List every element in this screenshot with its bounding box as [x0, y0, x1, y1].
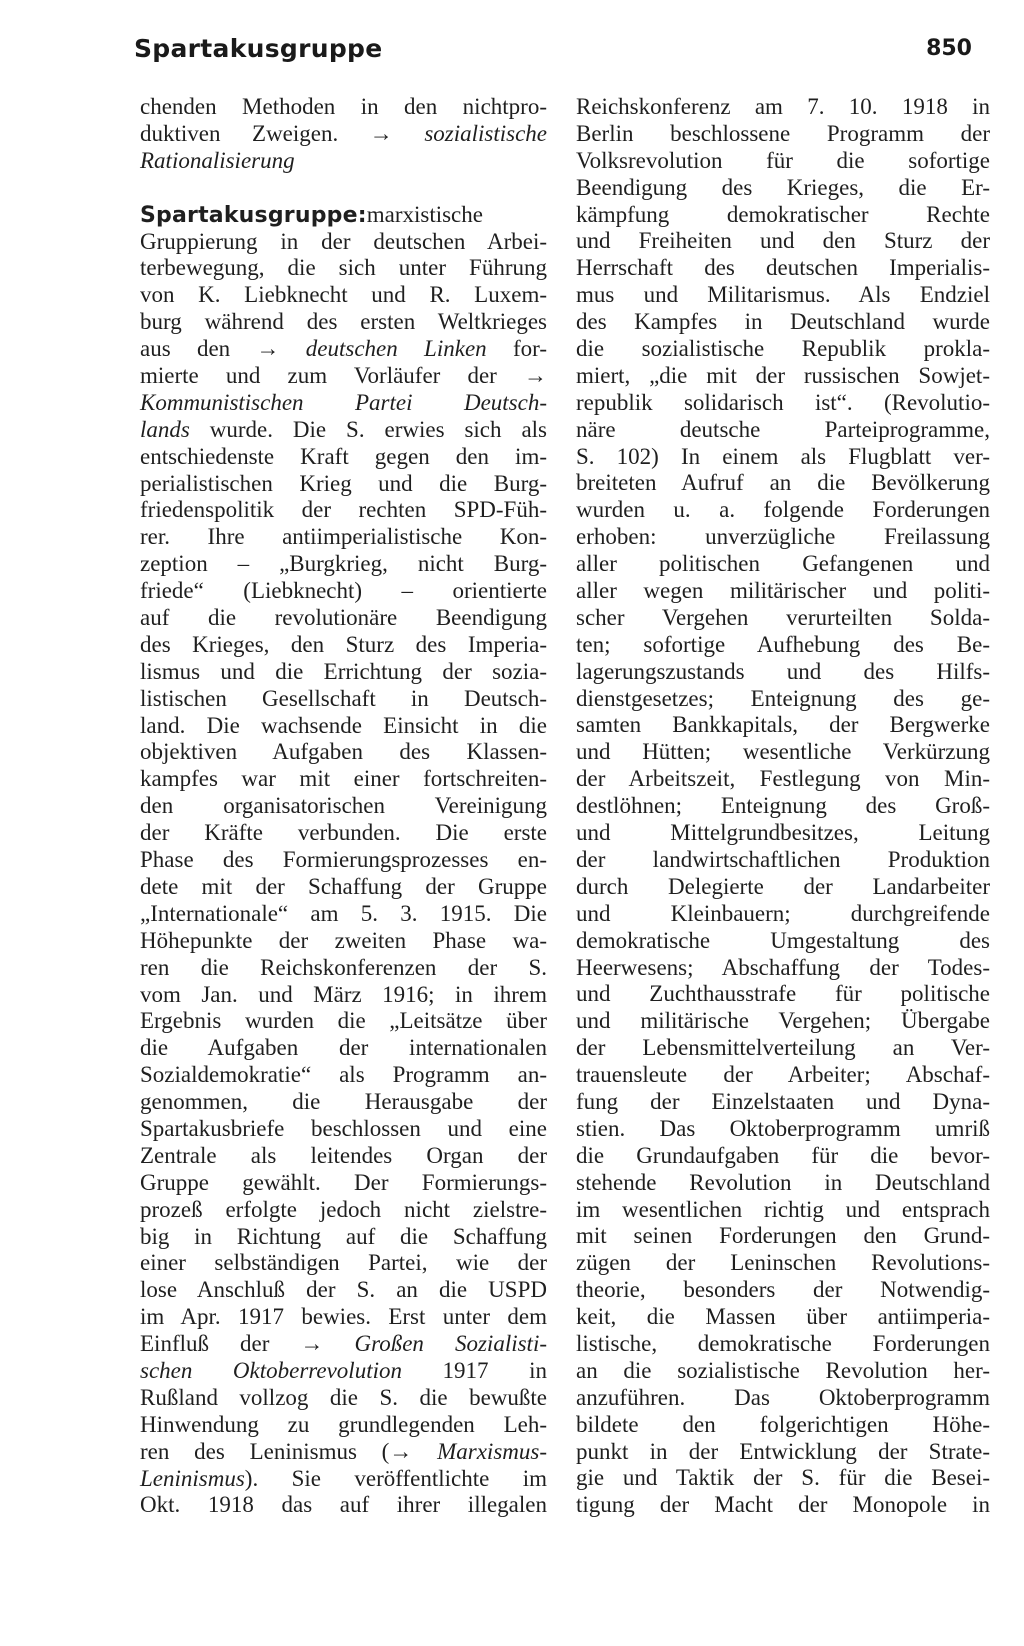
text-segment: friede“ (Liebknecht) – orientierte: [140, 578, 547, 604]
text-segment: zeption – „Burgkrieg, nicht Burg-: [140, 551, 547, 577]
text-segment: von K. Liebknecht und R. Luxem-: [140, 282, 547, 308]
text-segment: listischen Gesellschaft in Deutsch-: [140, 685, 547, 711]
text-line: [140, 1062, 547, 1089]
text-segment: Okt. 1918 das auf ihrer illegalen: [140, 1492, 547, 1518]
text-line: [140, 820, 547, 847]
text-segment: im wesentlichen richtig und entsprach: [576, 1196, 990, 1222]
text-segment: des Krieges, den Sturz des Imperia-: [140, 631, 547, 657]
headword-line: [140, 202, 547, 229]
text-segment: mus und Militarismus. Als Endziel: [576, 282, 990, 308]
text-segment: rer. Ihre antiimperialistische Kon-: [140, 524, 547, 550]
text-line: [140, 1170, 547, 1197]
text-segment: auf die revolutionäre Beendigung: [140, 605, 547, 631]
text-line: [140, 632, 547, 659]
cross-reference: Rationalisierung: [140, 147, 295, 173]
text-line: [576, 659, 990, 686]
text-line: [576, 712, 990, 739]
text-line: [140, 713, 547, 740]
text-segment: lose Anschluß der S. an die USPD: [140, 1277, 547, 1303]
text-line: [576, 739, 990, 766]
text-segment: stien. Das Oktoberprogramm umriß: [576, 1115, 990, 1141]
text-line: [576, 1277, 990, 1304]
cross-reference: → Marxismus-: [389, 1438, 547, 1464]
text-line: [140, 1008, 547, 1035]
text-segment: und Hütten; wesentliche Verkürzung: [576, 739, 990, 765]
text-segment: trauensleute der Arbeiter; Abschaf-: [576, 1062, 990, 1088]
running-title: Spartakusgruppe: [134, 34, 383, 63]
text-segment: „Internationale“ am 5. 3. 1915. Die: [140, 900, 547, 926]
text-line: [576, 1008, 990, 1035]
text-line: [576, 1170, 990, 1197]
text-segment: miert, „die mit der russischen Sowjet-: [576, 362, 990, 388]
text-line: [576, 1358, 990, 1385]
running-header: [134, 34, 972, 74]
text-segment: aller politischen Gefangenen und: [576, 551, 990, 577]
text-line: [140, 1492, 547, 1519]
text-line: [140, 982, 547, 1009]
text-line: [576, 1492, 990, 1519]
text-segment: republik solidarisch ist“. (Revolutio-: [576, 389, 990, 415]
text-segment: burg während des ersten Weltkrieges: [140, 309, 547, 335]
cross-reference: lands: [140, 416, 190, 442]
text-segment: Beendigung des Krieges, die Er-: [576, 174, 990, 200]
text-line: [576, 1089, 990, 1116]
text-line: [140, 1143, 547, 1170]
text-segment: Gruppierung in der deutschen Arbei-: [140, 228, 547, 254]
text-segment: der Lebensmittelverteilung an Ver-: [576, 1035, 990, 1061]
text-line: [140, 551, 547, 578]
text-line: [140, 1466, 547, 1493]
text-line: [576, 94, 990, 121]
text-segment: destlöhnen; Enteignung des Groß-: [576, 793, 990, 819]
text-segment: samten Bankkapitals, der Bergwerke: [576, 712, 990, 738]
text-line: [576, 1304, 990, 1331]
text-segment: demokratische Umgestaltung des: [576, 927, 990, 953]
text-segment: dete mit der Schaffung der Gruppe: [140, 873, 547, 899]
text-line: [576, 1116, 990, 1143]
text-segment: Reichskonferenz am 7. 10. 1918 in: [576, 94, 990, 119]
text-segment: der Kräfte verbunden. Die erste: [140, 820, 547, 846]
text-segment: Phase des Formierungsprozesses en-: [140, 847, 547, 873]
text-segment: kampfes war mit einer fortschreiten-: [140, 766, 547, 792]
text-segment: Hinwendung zu grundlegenden Leh-: [140, 1411, 547, 1437]
text-line: [140, 659, 547, 686]
text-segment: Ergebnis wurden die „Leitsätze über: [140, 1008, 547, 1034]
text-line: [140, 336, 547, 363]
text-segment: der Arbeitszeit, Festlegung von Min-: [576, 766, 990, 792]
text-segment: entschiedenste Kraft gegen den im-: [140, 443, 547, 469]
text-line: [140, 309, 547, 336]
text-line: [576, 1385, 990, 1412]
text-segment: prozeß erfolgte jedoch nicht zielstre-: [140, 1196, 547, 1222]
text-segment: friedenspolitik der rechten SPD-Füh-: [140, 497, 547, 523]
text-segment: duktiven Zweigen.: [140, 120, 370, 146]
text-segment: ten; sofortige Aufhebung des Be-: [576, 631, 990, 657]
text-line: [576, 175, 990, 202]
text-line: [140, 444, 547, 471]
text-segment: der landwirtschaftlichen Produktion: [576, 846, 990, 872]
text-line: [576, 1223, 990, 1250]
page-number: 850: [926, 36, 972, 61]
text-line: [140, 524, 547, 551]
text-segment: chenden Methoden in den nichtpro-: [140, 94, 547, 119]
text-line: [576, 1465, 990, 1492]
text-line: [576, 1250, 990, 1277]
text-segment: mit seinen Forderungen den Grund-: [576, 1223, 990, 1249]
text-segment: ren die Reichskonferenzen der S.: [140, 954, 547, 980]
text-line: [140, 955, 547, 982]
text-line: [576, 793, 990, 820]
text-line: [140, 605, 547, 632]
text-segment: ren des Leninismus (: [140, 1438, 390, 1464]
text-segment: Rußland vollzog die S. die bewußte: [140, 1384, 547, 1410]
text-segment: durch Delegierte der Landarbeiter: [576, 873, 990, 899]
text-line: [140, 901, 547, 928]
text-line: [576, 497, 990, 524]
text-line: [576, 1062, 990, 1089]
text-line: [576, 390, 990, 417]
entry-body: [140, 229, 547, 1520]
text-segment: anzuführen. Das Oktoberprogramm: [576, 1384, 990, 1410]
text-segment: Spartakusbriefe beschlossen und eine: [140, 1115, 547, 1141]
text-line: [576, 228, 990, 255]
text-line: [140, 766, 547, 793]
text-segment: listische, demokratische Forderungen: [576, 1330, 990, 1356]
text-segment: theorie, besonders der Notwendig-: [576, 1277, 990, 1303]
text-segment: Heerwesens; Abschaffung der Todes-: [576, 954, 990, 980]
text-line: [576, 901, 990, 928]
text-line: [576, 1331, 990, 1358]
text-segment: und Kleinbauern; durchgreifende: [576, 900, 990, 926]
text-line: [576, 766, 990, 793]
text-segment: und Mittelgrundbesitzes, Leitung: [576, 820, 990, 846]
text-line: [140, 928, 547, 955]
text-segment: Herrschaft des deutschen Imperialis-: [576, 255, 990, 281]
text-line: [140, 1277, 547, 1304]
text-segment: dienstgesetzes; Enteignung des ge-: [576, 685, 990, 711]
text-line: [576, 1035, 990, 1062]
text-segment: aus den: [140, 336, 257, 362]
text-segment: die Grundaufgaben für die bevor-: [576, 1142, 990, 1168]
text-segment: die Aufgaben der internationalen: [140, 1035, 547, 1061]
text-line: [140, 1439, 547, 1466]
text-line: [140, 255, 547, 282]
text-line: [140, 578, 547, 605]
left-column: [140, 94, 547, 1519]
text-line: [140, 1197, 547, 1224]
cross-reference: → deutschen Linken: [256, 336, 487, 362]
text-line: [140, 1358, 547, 1385]
text-line: [140, 282, 547, 309]
text-line: [576, 1143, 990, 1170]
text-line: [140, 739, 547, 766]
text-segment: und militärische Vergehen; Übergabe: [576, 1008, 990, 1034]
text-segment: tigung der Macht der Monopole in: [576, 1492, 990, 1518]
text-line: [140, 1304, 547, 1331]
text-segment: die sozialistische Republik prokla-: [576, 336, 990, 362]
text-segment: bildete den folgerichtigen Höhe-: [576, 1411, 990, 1437]
text-line: [576, 417, 990, 444]
text-segment: breiteten Aufruf an die Bevölkerung: [576, 470, 990, 496]
text-line: [140, 1331, 547, 1358]
text-line: [576, 605, 990, 632]
text-line: [576, 121, 990, 148]
text-line: [140, 417, 547, 444]
text-line: [576, 928, 990, 955]
text-line: [140, 874, 547, 901]
text-segment: lismus und die Errichtung der sozia-: [140, 658, 547, 684]
text-segment: wurden u. a. folgende Forderungen: [576, 497, 990, 523]
text-segment: und Freiheiten und den Sturz der: [576, 228, 990, 254]
text-segment: im Apr. 1917 bewies. Erst unter dem: [140, 1304, 547, 1330]
text-line: [576, 444, 990, 471]
text-segment: zügen der Leninschen Revolutions-: [576, 1250, 990, 1276]
text-line: [140, 229, 547, 256]
text-line: [140, 847, 547, 874]
text-line: [576, 255, 990, 282]
text-line: [140, 1224, 547, 1251]
text-line: [576, 202, 990, 229]
text-segment: Zentrale als leitendes Organ der: [140, 1142, 547, 1168]
text-line: [140, 471, 547, 498]
text-segment: objektiven Aufgaben des Klassen-: [140, 739, 547, 765]
text-segment: kämpfung demokratischer Rechte: [576, 201, 990, 227]
entry-gap: [140, 175, 547, 202]
text-line: [576, 874, 990, 901]
text-segment: genommen, die Herausgabe der: [140, 1089, 547, 1115]
text-segment: keit, die Massen über antiimperia-: [576, 1304, 990, 1330]
text-line: [140, 1385, 547, 1412]
text-line: [140, 497, 547, 524]
text-line: [576, 820, 990, 847]
text-line: [140, 1412, 547, 1439]
text-line: [576, 148, 990, 175]
text-line: [576, 955, 990, 982]
text-segment: S. 102) In einem als Flugblatt ver-: [576, 443, 990, 469]
right-column: [576, 94, 990, 1519]
text-line: [140, 121, 547, 148]
text-segment: land. Die wachsende Einsicht in die: [140, 712, 547, 738]
text-segment: stehende Revolution in Deutschland: [576, 1169, 990, 1195]
cross-reference: → Großen Sozialisti-: [300, 1331, 547, 1357]
text-segment: Höhepunkte der zweiten Phase wa-: [140, 927, 547, 953]
text-segment: 1917 in: [401, 1357, 547, 1383]
text-segment: Sozialdemokratie“ als Programm an-: [140, 1062, 547, 1088]
text-segment: an die sozialistische Revolution her-: [576, 1357, 990, 1383]
text-segment: Einfluß der: [140, 1331, 301, 1357]
text-line: [576, 336, 990, 363]
text-segment: scher Vergehen verurteilten Solda-: [576, 604, 990, 630]
text-line: [576, 309, 990, 336]
text-line: [140, 1035, 547, 1062]
text-segment: und Zuchthausstrafe für politische: [576, 981, 990, 1007]
text-line: [576, 470, 990, 497]
text-segment: for-: [486, 336, 547, 362]
text-line: [576, 363, 990, 390]
text-line: [140, 363, 547, 390]
text-segment: perialistischen Krieg und die Burg-: [140, 470, 547, 496]
text-line: [576, 1197, 990, 1224]
text-segment: Volksrevolution für die sofortige: [576, 147, 990, 173]
cross-reference: Kommunistischen Partei Deutsch-: [140, 389, 547, 415]
text-segment: erhoben: unverzügliche Freilassung: [576, 524, 990, 550]
text-line: [576, 524, 990, 551]
text-segment: vom Jan. und März 1916; in ihrem: [140, 981, 547, 1007]
text-segment: fung der Einzelstaaten und Dyna-: [576, 1088, 990, 1114]
text-line: [576, 632, 990, 659]
text-segment: ). Sie veröffentlichte im: [244, 1465, 547, 1491]
cross-reference: schen Oktoberrevolution: [140, 1357, 402, 1383]
text-segment: einer selbständigen Partei, wie der: [140, 1250, 547, 1276]
text-segment: punkt in der Entwicklung der Strate-: [576, 1438, 990, 1464]
text-line: [576, 686, 990, 713]
cross-reference: → sozialistische: [369, 120, 547, 146]
cross-reference: Leninismus: [140, 1465, 245, 1491]
text-segment: marxistische: [366, 201, 483, 227]
text-line: [576, 847, 990, 874]
text-line: [576, 1412, 990, 1439]
text-line: [140, 94, 547, 121]
text-line: [140, 1089, 547, 1116]
text-segment: wurde. Die S. erwies sich als: [189, 416, 547, 442]
headword: Spartakusgruppe:: [140, 202, 367, 228]
text-segment: näre deutsche Parteiprogramme,: [576, 416, 990, 442]
text-line: [140, 1116, 547, 1143]
text-line: [576, 551, 990, 578]
text-segment: Gruppe gewählt. Der Formierungs-: [140, 1169, 547, 1195]
text-segment: terbewegung, die sich unter Führung: [140, 255, 547, 281]
text-line: [140, 686, 547, 713]
text-line: [140, 793, 547, 820]
text-segment: des Kampfes in Deutschland wurde: [576, 309, 990, 335]
text-line: [576, 578, 990, 605]
text-line: [140, 1250, 547, 1277]
text-segment: mierte und zum Vorläufer der →: [140, 363, 547, 389]
text-segment: lagerungszustands und des Hilfs-: [576, 658, 990, 684]
text-segment: Berlin beschlossene Programm der: [576, 120, 990, 146]
text-segment: den organisatorischen Vereinigung: [140, 793, 547, 819]
text-segment: gie und Taktik der S. für die Besei-: [576, 1465, 990, 1491]
text-line: [576, 1439, 990, 1466]
text-line: [576, 981, 990, 1008]
text-line: [140, 390, 547, 417]
text-line: [140, 148, 547, 175]
text-segment: aller wegen militärischer und politi-: [576, 578, 990, 604]
text-segment: big in Richtung auf die Schaffung: [140, 1223, 547, 1249]
text-line: [576, 282, 990, 309]
